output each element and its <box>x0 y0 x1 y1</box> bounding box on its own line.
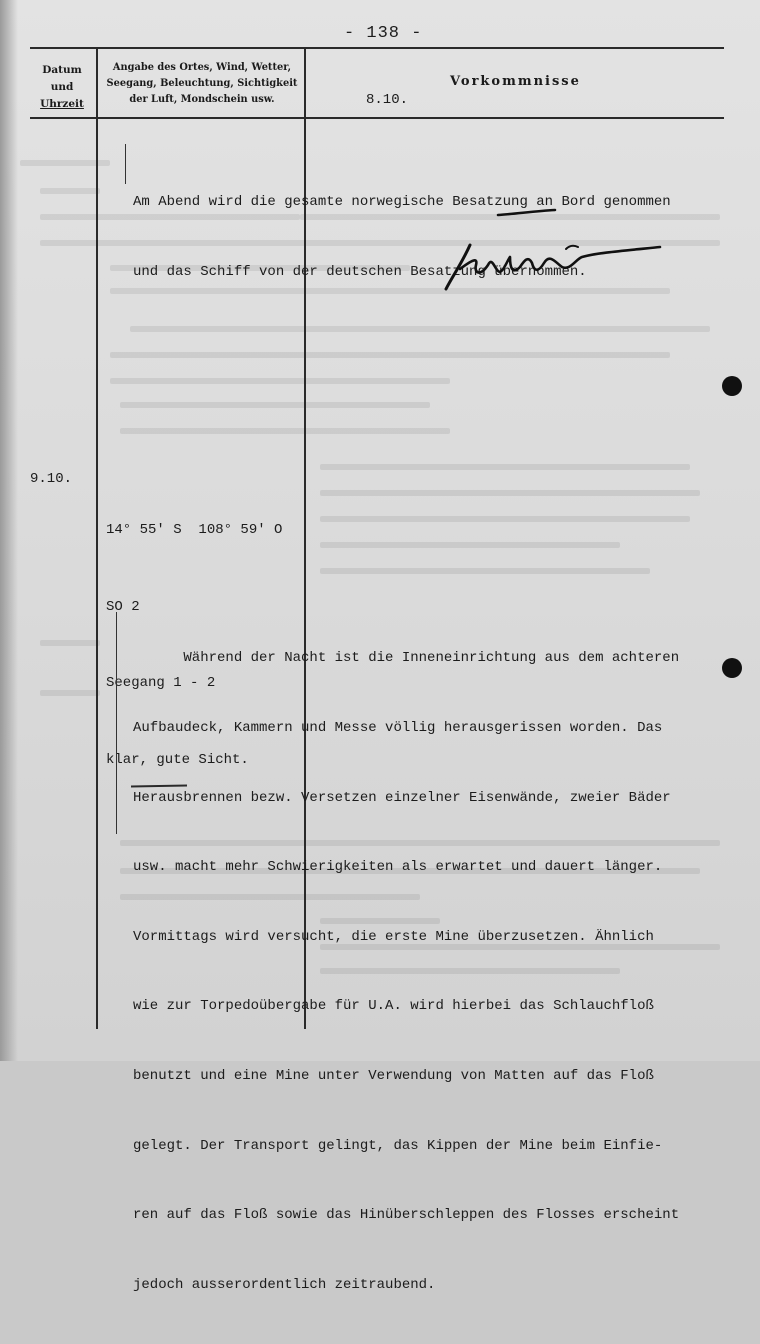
margin-bracket-2 <box>116 612 117 834</box>
header-current-date: 8.10. <box>366 92 409 108</box>
margin-bracket-1 <box>125 144 126 184</box>
header-events: Vorkommnisse <box>450 74 581 89</box>
page-edge-shadow <box>0 0 18 1061</box>
handwritten-signature <box>440 205 670 300</box>
entry-1-text: Am Abend wird die gesamte norwegische Besatzung an Bord genommen und das Schiff von der deutschen Besatzung übernommen. <box>133 194 671 281</box>
column-divider-1 <box>96 49 98 1029</box>
punch-hole-middle <box>722 658 742 678</box>
entry-2-conditions: 14° 55' S 108° 59' O SO 2 Seegang 1 - 2 klar, gute Sicht. <box>106 522 283 768</box>
punch-hole-top <box>722 376 742 396</box>
header-date-time: Datum und Uhrzeit <box>40 64 84 110</box>
header-top-rule <box>30 47 724 49</box>
page-number: - 138 - <box>344 24 423 43</box>
entry-2-text: Während der Nacht ist die Inneneinrichtung aus dem achteren Aufbaudeck, Kammern und Messe völlig herausgerissen worden. Das Herausbrennen bezw. Versetzen einzelner Eisenwände, zweier Bäder usw. macht mehr Schwierigkeiten als erwartet und dauert länger. Vormittags wird versucht, die erste Mine überzusetzen. Ähnlich wie zur Torpedoübergabe für U.A. wird hierbei das Schlauchfloß benutzt und eine Mine unter Verwendung von Matten auf das Floß gelegt. Der Transport gelingt, das Kippen der Mine beim Einfie- ren auf das Floß sowie das Hinüberschleppen des Flosses erscheint jedoch ausserordentlich zeitraubend. <box>133 650 680 1293</box>
header-place-weather: Angabe des Ortes, Wind, Wetter, Seegang, Beleuchtung, Sichtigkeit der Luft, Mondschein usw. <box>106 62 298 105</box>
header-bottom-rule <box>30 117 724 119</box>
entry-2-date: 9.10. <box>30 471 73 487</box>
